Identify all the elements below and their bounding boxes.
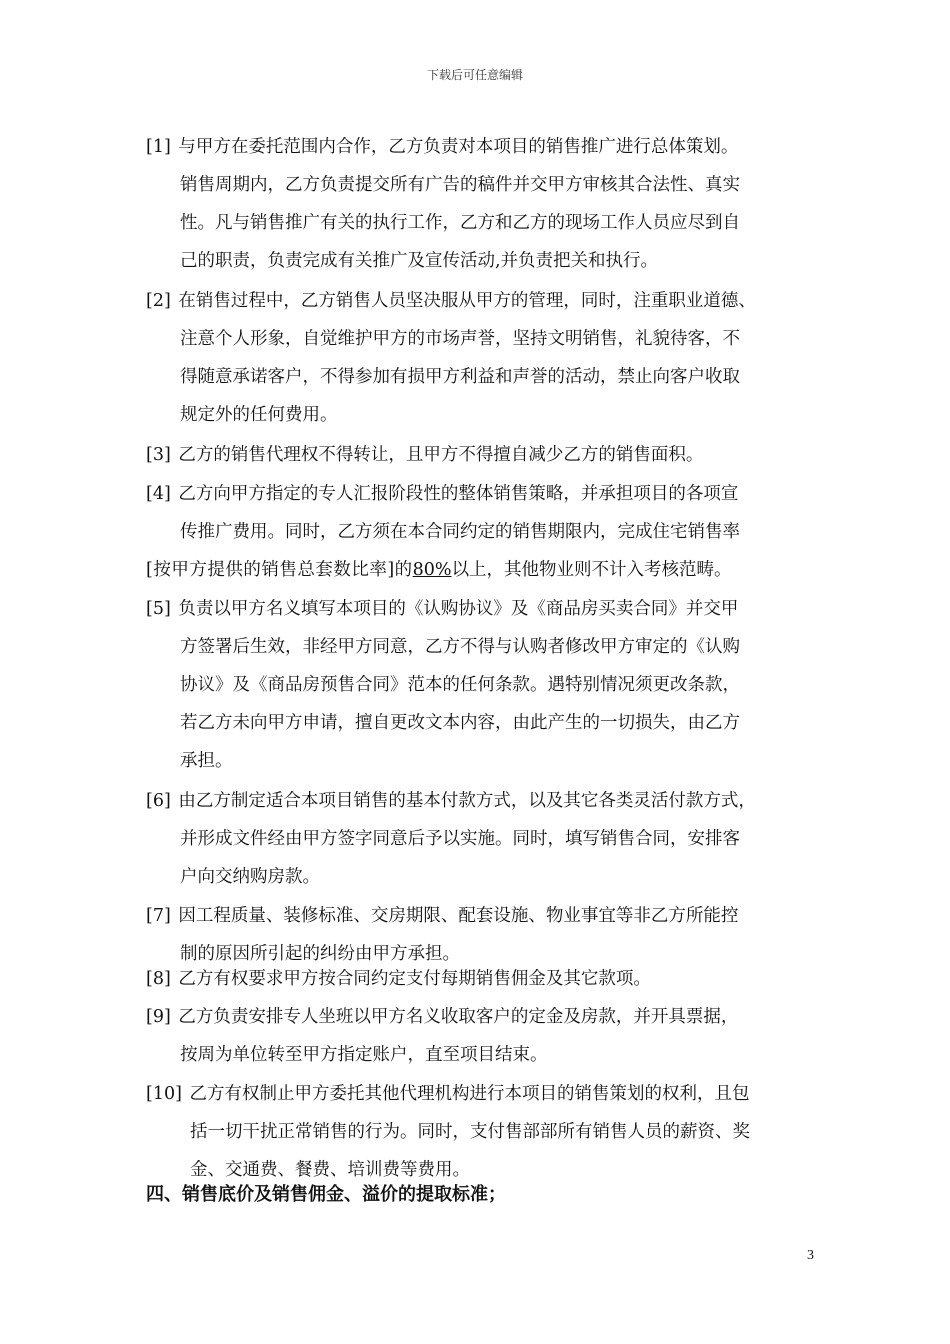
clause-text: 负责以甲方名义填写本项目的《认购协议》及《商品房买卖合同》并交甲 <box>178 599 739 619</box>
clause-text: 乙方的销售代理权不得转让，且甲方不得擅自减少乙方的销售面积。 <box>178 445 704 465</box>
clause-6 <box>146 782 826 896</box>
clause-text: 销售周期内，乙方负责提交所有广告的稿件并交甲方审核其合法性、真实 <box>180 175 740 195</box>
clause-5 <box>146 590 826 780</box>
page-number: 3 <box>807 1248 814 1263</box>
clause-number: [7] <box>146 906 171 926</box>
clause-text: 性。凡与销售推广有关的执行工作，乙方和乙方的现场工作人员应尽到自 <box>180 213 740 233</box>
clause-text: 以上，其他物业则不计入考核范畴。 <box>451 560 732 580</box>
clause-text: 若乙方未向甲方申请，擅自更改文本内容，由此产生的一切损失，由乙方 <box>180 713 740 733</box>
clause-text: 与甲方在委托范围内合作，乙方负责对本项目的销售推广进行总体策划。 <box>178 137 739 157</box>
section-heading: 四、销售底价及销售佣金、溢价的提取标准； <box>146 1184 506 1205</box>
clause-text: 在销售过程中，乙方销售人员坚决服从甲方的管理，同时，注重职业道德、 <box>178 291 756 311</box>
clause-number: [10] <box>146 1084 182 1104</box>
clause-text: [按甲方提供的销售总套数比率]的 <box>146 560 413 580</box>
clause-text: 乙方有权制止甲方委托其他代理机构进行本项目的销售策划的权利，且包 <box>189 1084 750 1104</box>
clause-text: 传推广费用。同时，乙方须在本合同约定的销售期限内，完成住宅销售率 <box>180 522 740 542</box>
page-header: 下载后可任意编辑 <box>426 68 523 82</box>
clause-4 <box>146 475 826 589</box>
clause-3 <box>146 436 826 474</box>
clause-text: 承担。 <box>180 751 233 771</box>
clause-text: 按周为单位转至甲方指定账户，直至项目结束。 <box>180 1045 548 1065</box>
clause-text: 规定外的任何费用。 <box>180 405 338 425</box>
clause-text: 注意个人形象，自觉维护甲方的市场声誉，坚持文明销售，礼貌待客，不 <box>180 329 740 349</box>
clause-number: [1] <box>146 137 171 157</box>
clause-text: 协议》及《商品房预售合同》范本的任何条款。遇特别情况须更改条款， <box>180 675 740 695</box>
clause-text: 户向交纳购房款。 <box>180 867 320 887</box>
clause-2 <box>146 282 826 434</box>
clause-text: 己的职责，负责完成有关推广及宣传活动,并负责把关和执行。 <box>180 251 659 271</box>
clause-text: 由乙方制定适合本项目销售的基本付款方式，以及其它各类灵活付款方式， <box>178 791 756 811</box>
percentage-value: 80% <box>412 560 452 580</box>
clause-number: [6] <box>146 791 171 811</box>
clause-text: 乙方负责安排专人坐班以甲方名义收取客户的定金及房款，并开具票据， <box>178 1007 739 1027</box>
clause-9 <box>146 998 826 1074</box>
clause-10 <box>146 1075 826 1189</box>
clause-1 <box>146 128 826 280</box>
clause-text: 因工程质量、装修标准、交房期限、配套设施、物业事宜等非乙方所能控 <box>178 906 739 926</box>
clause-text: 并形成文件经由甲方签字同意后予以实施。同时，填写销售合同，安排客 <box>180 829 740 849</box>
clause-number: [2] <box>146 291 171 311</box>
clause-number: [4] <box>146 484 171 504</box>
clause-text: 金、交通费、餐费、培训费等费用。 <box>190 1160 470 1180</box>
clause-text: 括一切干扰正常销售的行为。同时，支付售部部所有销售人员的薪资、奖 <box>190 1122 750 1142</box>
clause-8 <box>146 960 826 998</box>
clause-text: 制的原因所引起的纠纷由甲方承担。 <box>180 944 460 964</box>
clause-number: [3] <box>146 445 171 465</box>
clause-number: [5] <box>146 599 171 619</box>
clause-text: 乙方有权要求甲方按合同约定支付每期销售佣金及其它款项。 <box>178 969 651 989</box>
clause-number: [8] <box>146 969 171 989</box>
clause-text: 乙方向甲方指定的专人汇报阶段性的整体销售策略，并承担项目的各项宣 <box>178 484 739 504</box>
clause-text: 得随意承诺客户，不得参加有损甲方利益和声誉的活动，禁止向客户收取 <box>180 367 740 387</box>
clause-text: 方签署后生效，非经甲方同意，乙方不得与认购者修改甲方审定的《认购 <box>180 637 740 657</box>
clause-number: [9] <box>146 1007 171 1027</box>
